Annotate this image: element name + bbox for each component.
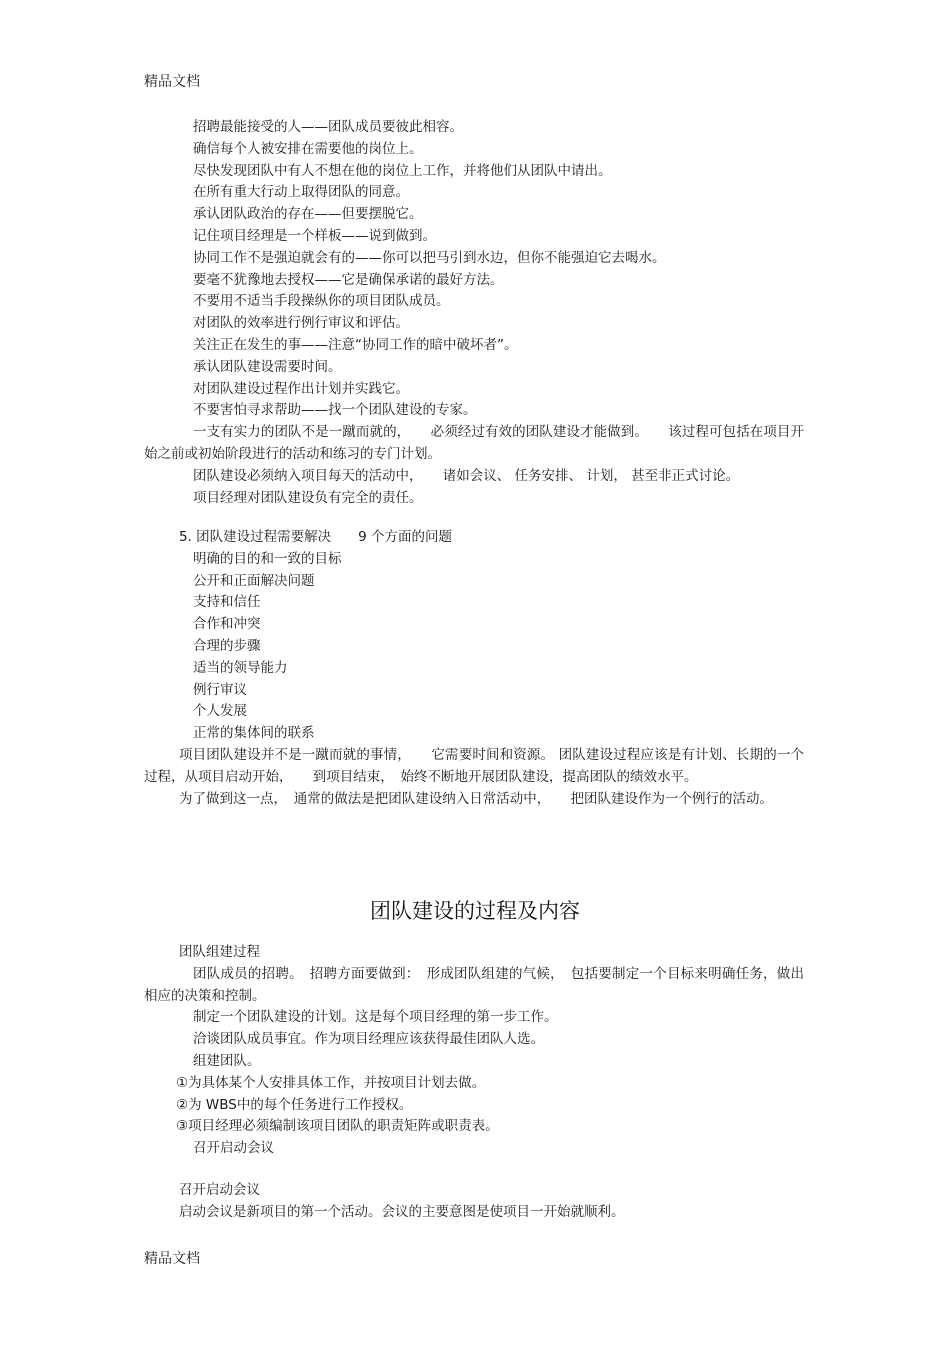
paragraph: 项目团队建设并不是一蹴而就的事情， 它需要时间和资源。 团队建设过程应该是有计划、长期的一个过程，从项目启动开始， 到项目结束， 始终不断地开展团队建设，提高团队的绩效水平。: [144, 746, 804, 785]
rule-line: 记住项目经理是一个样板——说到做到。: [193, 227, 436, 244]
rule-line: 不要用不适当手段操纵你的项目团队成员。: [193, 293, 450, 310]
numbered-item: ②为 WBS中的每个任务进行工作授权。: [176, 1096, 413, 1113]
rule-line: 在所有重大行动上取得团队的同意。: [193, 184, 409, 201]
paragraph: 一支有实力的团队不是一蹴而就的， 必须经过有效的团队建设才能做到。 该过程可包括在项目开始之前或初始阶段进行的活动和练习的专门计划。: [144, 424, 804, 462]
paragraph: 团队建设必须纳入项目每天的活动中， 诸如会议、 任务安排、 计划， 甚至非正式讨论。: [193, 467, 740, 484]
rules-block: [144, 117, 804, 509]
list-item: 明确的目的和一致的目标: [193, 550, 342, 567]
list-item: 合作和冲突: [193, 616, 261, 633]
page-footer: 精品文档: [144, 1251, 200, 1267]
rule-line: 关注正在发生的事——注意“协同工作的暗中破坏者”。: [193, 336, 518, 353]
section-heading: 5. 团队建设过程需要解决 9 个方面的问题: [179, 529, 453, 545]
rule-line: 协同工作不是强迫就会有的——你可以把马引到水边，但你不能强迫它去喝水。: [193, 249, 666, 266]
rule-line: 不要害怕寻求帮助——找一个团队建设的专家。: [193, 402, 477, 419]
paragraph: 团队成员的招聘。 招聘方面要做到： 形成团队组建的气候， 包括要制定一个目标来明确任务，做出相应的决策和控制。: [144, 965, 804, 1004]
step-line: 洽谈团队成员事宜。作为项目经理应该获得最佳团队人选。: [193, 1031, 544, 1048]
list-item: 个人发展: [193, 703, 247, 720]
rule-line: 对团队建设过程作出计划并实践它。: [193, 380, 409, 397]
subsection-heading: 召开启动会议: [179, 1182, 260, 1198]
numbered-item: ③项目经理必须编制该项目团队的职责矩阵或职责表。: [176, 1118, 499, 1135]
rule-line: 对团队的效率进行例行审议和评估。: [193, 315, 409, 332]
rule-line: 确信每个人被安排在需要他的岗位上。: [193, 140, 423, 157]
list-item: 正常的集体间的联系: [193, 725, 315, 742]
rule-line: 尽快发现团队中有人不想在他的岗位上工作，并将他们从团队中请出。: [193, 162, 612, 179]
list-item: 合理的步骤: [193, 637, 261, 654]
subsection-heading: 团队组建过程: [179, 944, 260, 960]
formation-block: [144, 942, 804, 1160]
numbered-item: ①为具体某个人安排具体工作，并按项目计划去做。: [176, 1074, 486, 1091]
step-line: 制定一个团队建设的计划。这是每个项目经理的第一步工作。: [193, 1009, 558, 1026]
paragraph: 项目经理对团队建设负有完全的责任。: [193, 489, 423, 506]
paragraph: 启动会议是新项目的第一个活动。会议的主要意图是使项目一开始就顺利。: [179, 1203, 625, 1220]
rule-line: 承认团队政治的存在——但要摆脱它。: [193, 206, 423, 223]
list-item: 例行审议: [193, 681, 247, 698]
rule-line: 要毫不犹豫地去授权——它是确保承诺的最好方法。: [193, 271, 504, 288]
section-title: 团队建设的过程及内容: [370, 899, 580, 923]
meeting-block: [144, 1180, 804, 1224]
page-header: 精品文档: [144, 74, 200, 90]
list-item: 适当的领导能力: [193, 659, 288, 676]
paragraph: 为了做到这一点， 通常的做法是把团队建设纳入日常活动中， 把团队建设作为一个例行的活动。: [179, 790, 773, 807]
rule-line: 承认团队建设需要时间。: [193, 358, 342, 375]
section5-block: [144, 527, 804, 810]
step-line: 召开启动会议: [193, 1140, 274, 1157]
list-item: 公开和正面解决问题: [193, 572, 315, 589]
list-item: 支持和信任: [193, 594, 261, 611]
rule-line: 招聘最能接受的人——团队成员要彼此相容。: [193, 119, 463, 135]
step-line: 组建团队。: [193, 1052, 261, 1069]
